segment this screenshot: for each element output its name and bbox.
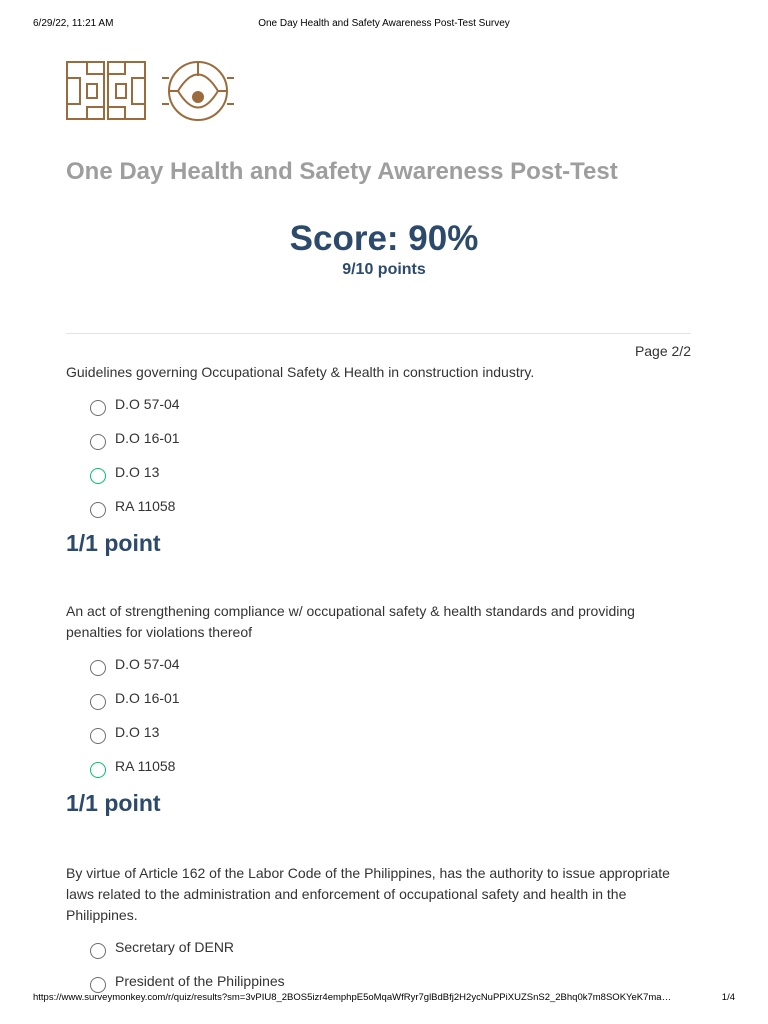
option-label: D.O 57-04 xyxy=(115,656,180,672)
option-label: D.O 13 xyxy=(115,464,160,480)
score-percent: Score: 90% xyxy=(289,219,479,258)
radio-button[interactable] xyxy=(90,502,106,518)
option-label: RA 11058 xyxy=(115,498,176,514)
answer-option-correct[interactable] xyxy=(66,463,694,497)
answer-option-correct[interactable] xyxy=(66,757,694,791)
score-points: 9/10 points xyxy=(342,261,426,278)
answer-option[interactable] xyxy=(66,689,694,723)
answer-options xyxy=(66,655,694,791)
option-label: D.O 13 xyxy=(115,724,160,740)
radio-button[interactable] xyxy=(90,943,106,959)
answer-option[interactable] xyxy=(66,429,694,463)
question-score: 1/1 point xyxy=(66,790,161,816)
page-indicator: Page 2/2 xyxy=(634,343,691,359)
radio-button-correct[interactable] xyxy=(90,468,106,484)
radio-button[interactable] xyxy=(90,400,106,416)
question-2 xyxy=(66,601,694,817)
radio-button[interactable] xyxy=(90,434,106,450)
question-text: Guidelines governing Occupational Safety & Health in construction industry. xyxy=(66,364,535,380)
score-summary xyxy=(0,218,768,280)
radio-button[interactable] xyxy=(90,660,106,676)
option-label: President of the Philippines xyxy=(115,973,285,989)
print-page-number: 1/4 xyxy=(721,992,735,1003)
option-label: D.O 16-01 xyxy=(115,430,180,446)
radio-button[interactable] xyxy=(90,977,106,993)
question-text: An act of strengthening compliance w/ occupational safety & health standards and providing penalties for violations thereof xyxy=(66,603,635,640)
bracket-circle-logo-icon xyxy=(66,60,242,122)
answer-option[interactable] xyxy=(66,395,694,429)
print-datetime: 6/29/22, 11:21 AM xyxy=(33,18,114,29)
option-label: D.O 57-04 xyxy=(115,396,180,412)
print-footer xyxy=(33,992,735,1006)
question-1 xyxy=(66,362,694,557)
answer-options xyxy=(66,395,694,531)
question-3 xyxy=(66,863,694,1006)
survey-title: One Day Health and Safety Awareness Post-Test xyxy=(66,158,618,185)
option-label: Secretary of DENR xyxy=(115,939,235,955)
print-document-title: One Day Health and Safety Awareness Post-Test Survey xyxy=(258,18,510,29)
answer-option[interactable] xyxy=(66,723,694,757)
answer-option[interactable] xyxy=(66,938,694,972)
radio-button[interactable] xyxy=(90,694,106,710)
page-url: https://www.surveymonkey.com/r/quiz/results?sm=3vPIU8_2BOS5izr4emphpE5oMqaWfRyr7glBdBfj2H2ycNuPPiXUZSnS2_2Bhq0k7m8SOKYeK7ma… xyxy=(33,992,672,1003)
answer-option[interactable] xyxy=(66,655,694,689)
radio-button[interactable] xyxy=(90,728,106,744)
answer-option[interactable] xyxy=(66,497,694,531)
question-text: By virtue of Article 162 of the Labor Code of the Philippines, has the authority to issue appropriate laws related to the administration and enforcement of occupational safety and health in the Philippines. xyxy=(66,865,670,923)
option-label: D.O 16-01 xyxy=(115,690,180,706)
print-header xyxy=(33,18,735,32)
question-score: 1/1 point xyxy=(66,530,161,556)
radio-button-correct[interactable] xyxy=(90,762,106,778)
option-label: RA 11058 xyxy=(115,758,176,774)
section-divider xyxy=(66,333,691,334)
